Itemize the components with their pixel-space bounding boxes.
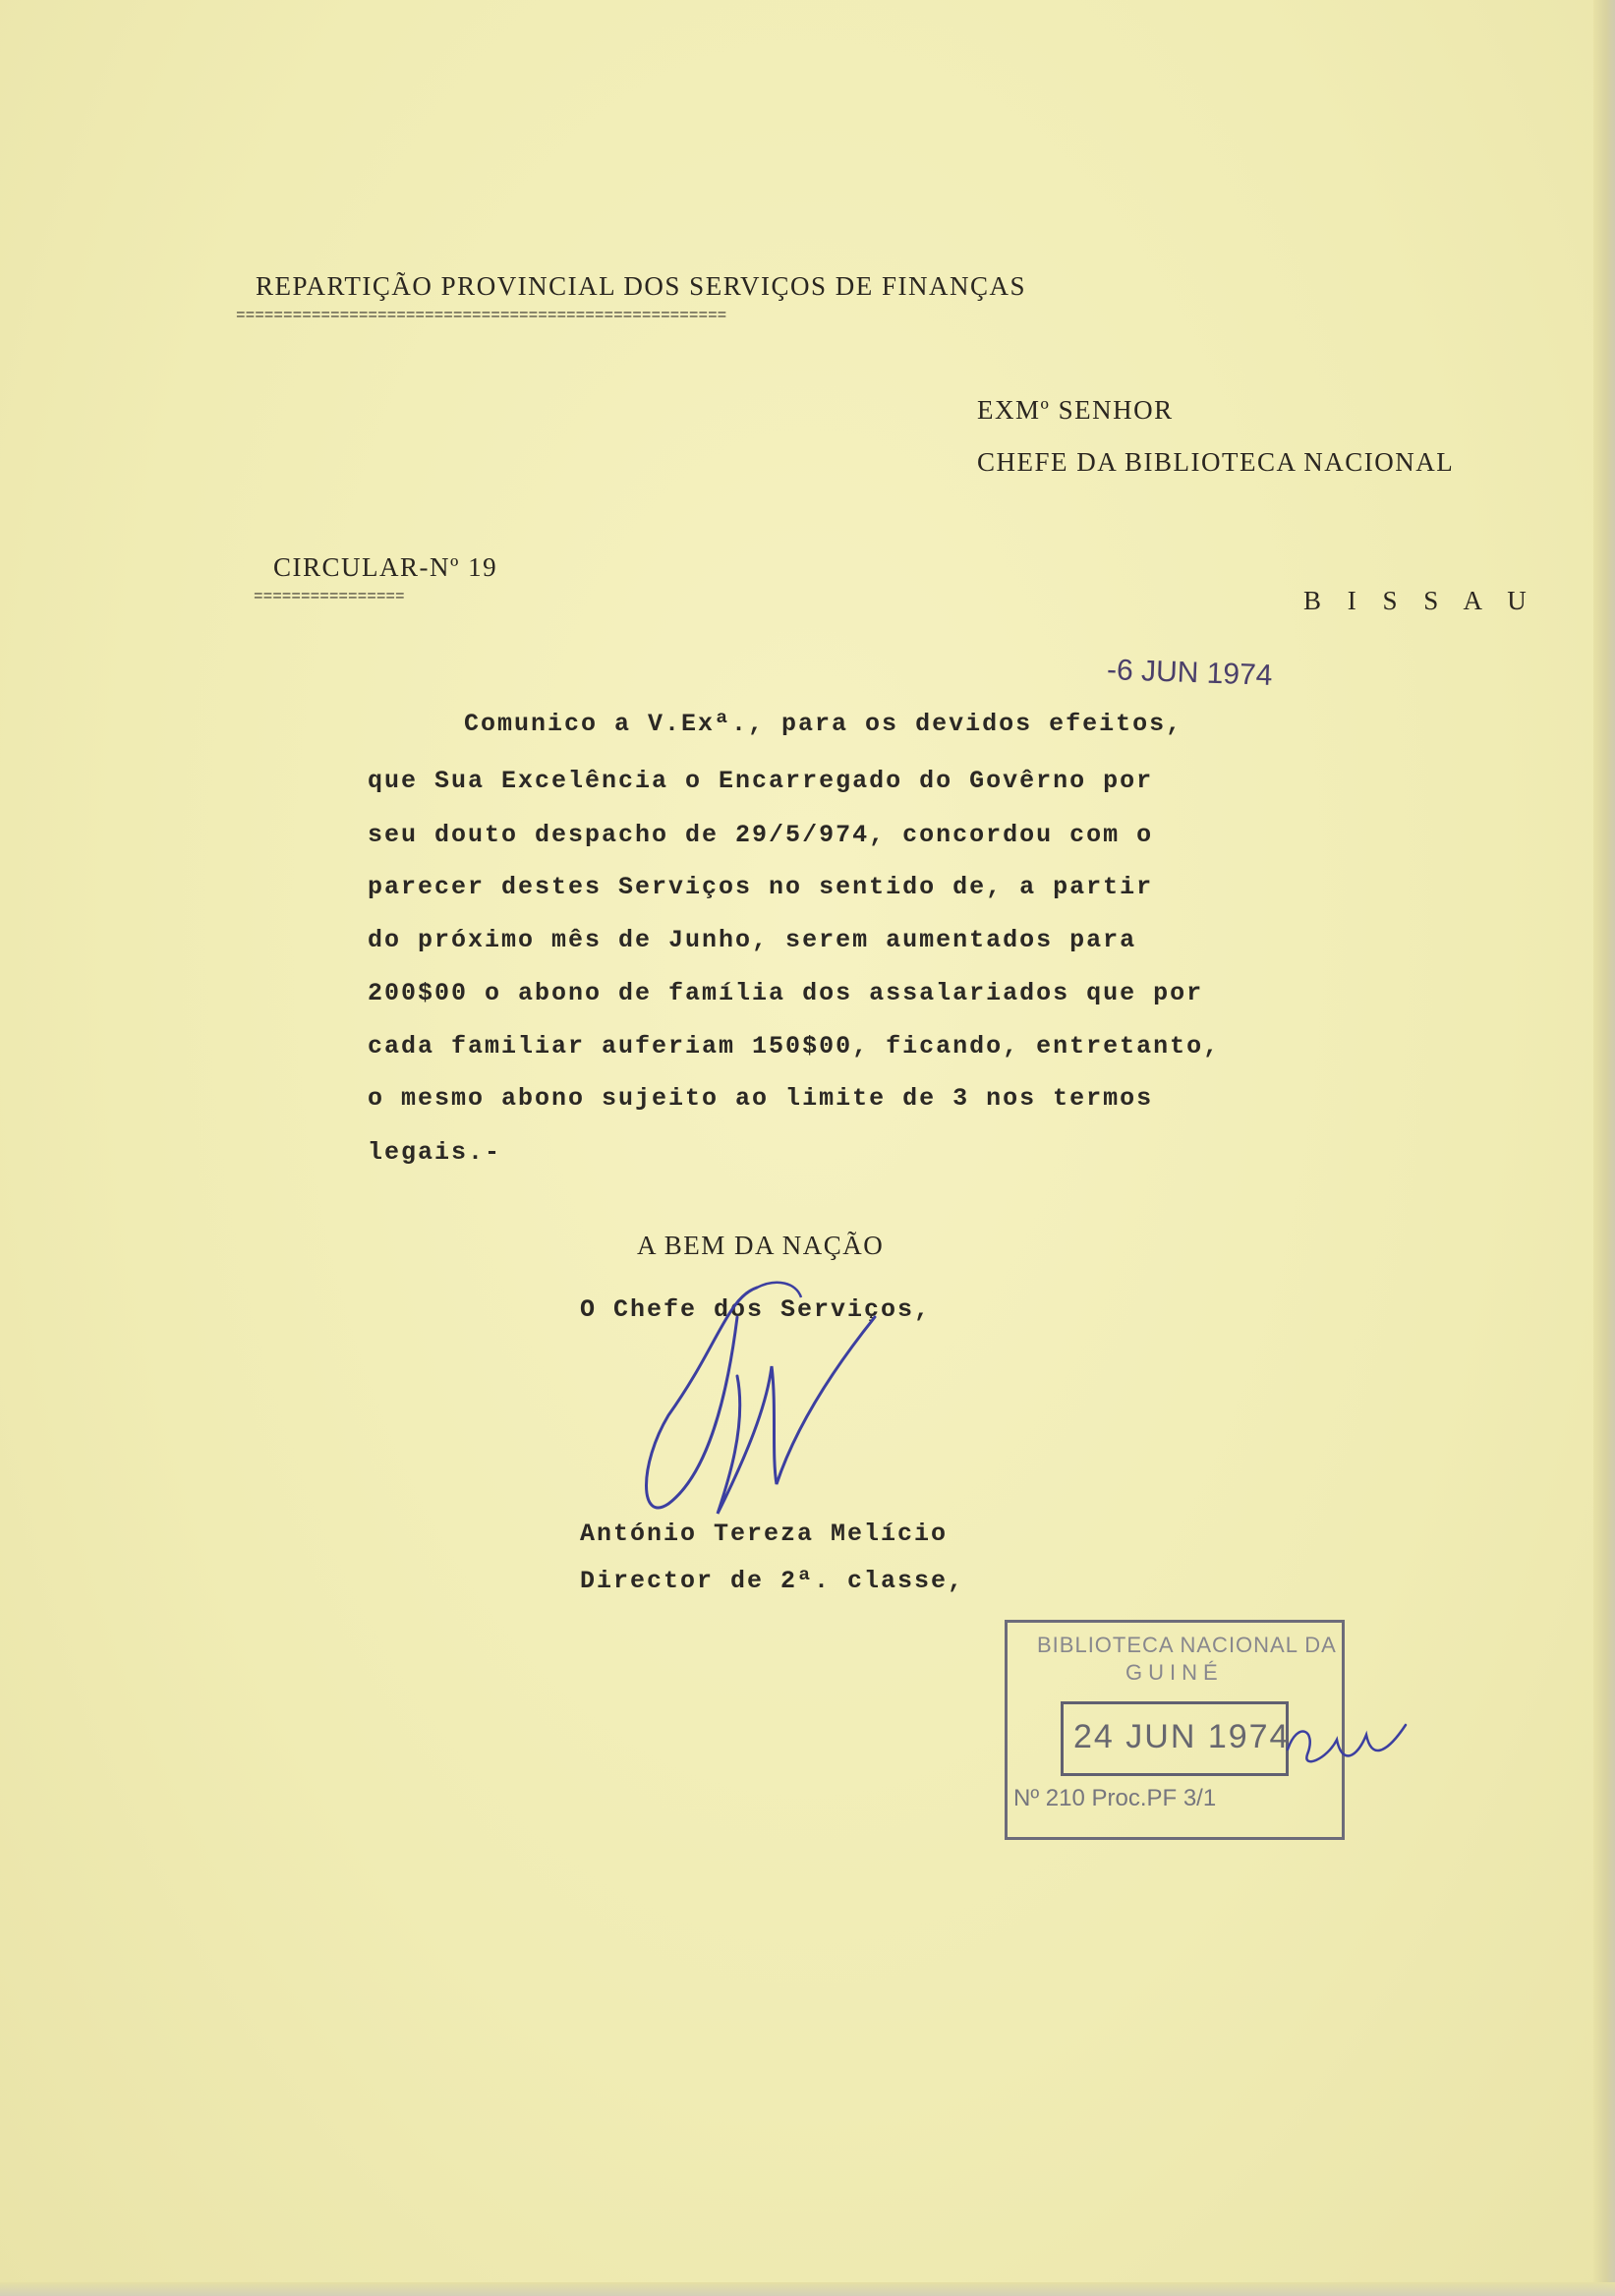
paper-edge-right <box>1593 0 1615 2296</box>
paper-edge-bottom <box>0 2282 1615 2296</box>
body-line: seu douto despacho de 29/5/974, concordou com o <box>368 821 1154 849</box>
stamp-country: GUINÉ <box>1125 1660 1224 1685</box>
letterhead-underline: ==================================================== <box>236 307 727 324</box>
handwritten-signature <box>609 1258 924 1553</box>
stamp-library-name: BIBLIOTECA NACIONAL DA <box>1037 1633 1337 1657</box>
addressee-line-2: CHEFE DA BIBLIOTECA NACIONAL <box>977 447 1455 477</box>
stamp-initials-scribble <box>1278 1710 1415 1779</box>
signatory-title: Director de 2ª. classe, <box>580 1567 965 1595</box>
body-line: parecer destes Serviços no sentido de, a partir <box>368 873 1154 901</box>
signatory-name: António Tereza Melício <box>580 1520 949 1548</box>
body-line: do próximo mês de Junho, serem aumentados para <box>368 926 1137 954</box>
body-line: Comunico a V.Exª., para os devidos efeitos, <box>464 710 1183 738</box>
stamp-received-date: 24 JUN 1974 <box>1073 1718 1291 1755</box>
body-line: o mesmo abono sujeito ao limite de 3 nos termos <box>368 1084 1154 1113</box>
closing-motto: A BEM DA NAÇÃO <box>637 1231 885 1260</box>
stamp-registry-number: Nº 210 Proc.PF 3/1 <box>1013 1785 1217 1811</box>
letterhead-title: REPARTIÇÃO PROVINCIAL DOS SERVIÇOS DE FINANÇAS <box>256 271 1027 301</box>
circular-underline: ================ <box>254 588 405 605</box>
body-line: legais.- <box>368 1138 502 1167</box>
date-stamp: -6 JUN 1974 <box>1106 654 1273 692</box>
stamp-date-box <box>1061 1701 1289 1776</box>
body-line: que Sua Excelência o Encarregado do Govêrno por <box>368 767 1154 795</box>
place-name: B I S S A U <box>1303 586 1536 615</box>
addressee-line-1: EXMº SENHOR <box>977 395 1174 425</box>
body-line: 200$00 o abono de família dos assalariados que por <box>368 979 1204 1007</box>
signatory-role: O Chefe dos Serviços, <box>580 1295 932 1324</box>
body-line: cada familiar auferiam 150$00, ficando, entretanto, <box>368 1032 1221 1061</box>
circular-number: CIRCULAR-Nº 19 <box>273 552 498 582</box>
